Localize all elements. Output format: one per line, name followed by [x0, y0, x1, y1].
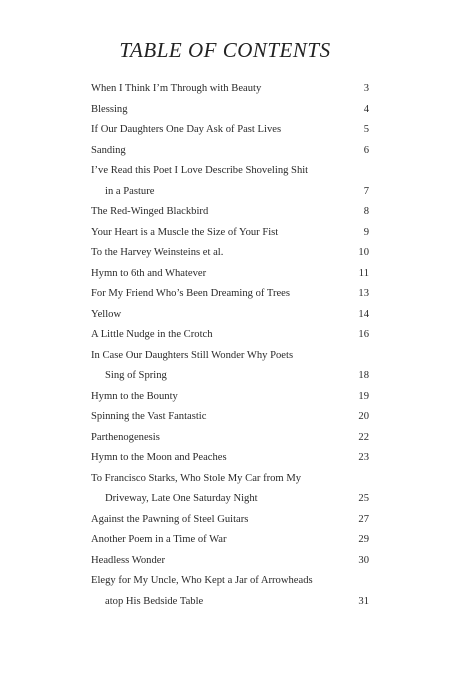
- toc-entry: [91, 325, 369, 346]
- toc-entry-title: Sing of Spring: [105, 370, 167, 381]
- toc-entry-page: 16: [358, 329, 369, 340]
- toc-entry-page: 7: [363, 185, 369, 197]
- toc-entry-page: 20: [358, 411, 369, 422]
- toc-entry-page: 5: [363, 124, 369, 135]
- toc-entry-title: Hymn to the Moon and Peaches: [91, 452, 227, 463]
- toc-entry-page: 9: [363, 226, 369, 238]
- toc-entry-title: Driveway, Late One Saturday Night: [105, 493, 258, 504]
- toc-entry-title: The Red-Winged Blackbird: [91, 206, 209, 217]
- toc-entry: [91, 571, 369, 592]
- toc-entry-title: For My Friend Who’s Been Dreaming of Trees: [91, 288, 291, 299]
- toc-entry-page: 30: [358, 554, 369, 566]
- toc-entry: [91, 346, 369, 367]
- toc-entry-title: In Case Our Daughters Still Wonder Why Poets: [91, 349, 294, 361]
- toc-entry-title: Headless Wonder: [91, 554, 165, 566]
- toc-entry-title: in a Pasture: [105, 185, 155, 197]
- toc-entry-title: Your Heart is a Muscle the Size of Your Fist: [91, 226, 279, 238]
- toc-entry-continuation: [91, 182, 369, 203]
- toc-entry-title: Parthenogenesis: [91, 431, 160, 443]
- toc-entry-title: To the Harvey Weinsteins et al.: [91, 247, 224, 258]
- toc-entry-title: atop His Bedside Table: [105, 595, 204, 607]
- toc-entry-title: Sanding: [91, 144, 126, 156]
- toc-entry-page: 6: [363, 144, 369, 156]
- toc-list: [91, 79, 369, 612]
- toc-entry: [91, 510, 369, 531]
- toc-entry: [91, 264, 369, 285]
- page-title: TABLE OF CONTENTS: [119, 38, 331, 62]
- toc-entry-page: 3: [363, 83, 369, 94]
- toc-entry-title: Blessing: [91, 103, 128, 115]
- toc-entry: [91, 243, 369, 264]
- toc-entry-title: Yellow: [91, 308, 122, 320]
- toc-entry-title: I’ve Read this Poet I Love Describe Shoveling Shit: [91, 165, 309, 176]
- toc-entry: [91, 428, 369, 449]
- toc-entry-page: 8: [363, 206, 369, 217]
- toc-entry-page: 4: [363, 103, 369, 115]
- toc-entry-title: Elegy for My Uncle, Who Kept a Jar of Arrowheads: [91, 575, 313, 586]
- toc-entry-title: If Our Daughters One Day Ask of Past Lives: [91, 124, 282, 135]
- toc-entry-page: 19: [358, 390, 369, 402]
- toc-entry: [91, 407, 369, 428]
- toc-entry-page: 23: [358, 452, 369, 463]
- toc-entry: [91, 387, 369, 408]
- toc-entry: [91, 161, 369, 182]
- toc-entry: [91, 120, 369, 141]
- toc-entry-title: Another Poem in a Time of War: [91, 534, 227, 545]
- toc-entry-title: To Francisco Starks, Who Stole My Car from My: [91, 472, 302, 484]
- toc-entry: [91, 469, 369, 490]
- toc-entry-page: 29: [358, 534, 369, 545]
- toc-entry-title: Against the Pawning of Steel Guitars: [91, 513, 249, 525]
- toc-entry: [91, 305, 369, 326]
- toc-entry: [91, 530, 369, 551]
- toc-entry-page: 25: [358, 493, 369, 504]
- toc-entry-continuation: [91, 592, 369, 613]
- toc-entry-title: Hymn to the Bounty: [91, 390, 178, 402]
- toc-entry: [91, 223, 369, 244]
- toc-entry: [91, 284, 369, 305]
- toc-entry: [91, 202, 369, 223]
- toc-entry-title: Spinning the Vast Fantastic: [91, 411, 207, 422]
- toc-entry-title: A Little Nudge in the Crotch: [91, 329, 213, 340]
- toc-entry-continuation: [91, 489, 369, 510]
- toc-entry-page: 22: [358, 431, 369, 443]
- toc-entry: [91, 448, 369, 469]
- toc-entry: [91, 79, 369, 100]
- toc-entry: [91, 551, 369, 572]
- toc-entry-page: 13: [358, 288, 369, 299]
- toc-entry-page: 14: [358, 308, 369, 320]
- toc-entry-page: 18: [358, 370, 369, 381]
- toc-entry: [91, 100, 369, 121]
- toc-entry-page: 10: [358, 247, 369, 258]
- toc-entry: [91, 141, 369, 162]
- toc-entry-page: 31: [358, 595, 369, 607]
- toc-entry-title: When I Think I’m Through with Beauty: [91, 83, 262, 94]
- toc-entry-continuation: [91, 366, 369, 387]
- toc-entry-title: Hymn to 6th and Whatever: [91, 267, 207, 279]
- toc-entry-page: 11: [358, 267, 369, 279]
- toc-entry-page: 27: [358, 513, 369, 525]
